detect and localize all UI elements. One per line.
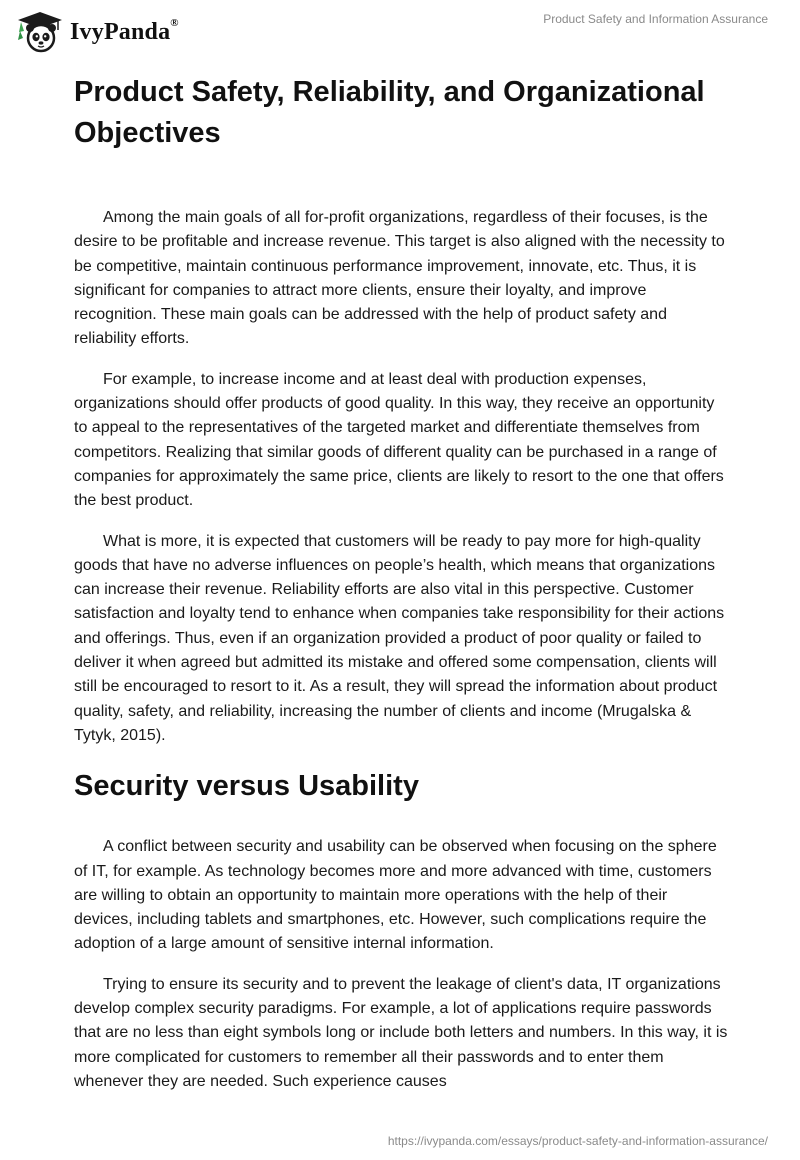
- paragraph: Trying to ensure its security and to prevent the leakage of client's data, IT organizations develop complex security paradigms. For example, a lot of applications require passwords that are no less than eight symbols long or include both letters and numbers. In this way, it is more complicated for customers to remember all their passwords and to enter them whenever they are needed. Such experience causes: [74, 975, 728, 1090]
- running-title: Product Safety and Information Assurance: [543, 12, 768, 26]
- section-heading-security-usability: Security versus Usability: [74, 770, 419, 803]
- registered-mark: ®: [170, 16, 179, 29]
- brand-logo[interactable]: [16, 10, 179, 54]
- paragraph: Among the main goals of all for-profit organizations, regardless of their focuses, is the desire to be profitable and increase revenue. This target is also aligned with the necessity to be competitive, maintain continuous performance improvement, innovate, etc. Thus, it is significant for companies to attract more clients, ensure their loyalty, and improve recognition. These main goals can be addressed with the help of product safety and reliability efforts.: [74, 209, 725, 348]
- paragraph: For example, to increase income and at least deal with production expenses, organizations should offer products of good quality. In this way, they receive an opportunity to appeal to the representatives of the targeted market and differentiate themselves from competitors. Realizing that similar goods of different quality can be purchased in a range of companies for approximately the same price, clients are likely to resort to the one that offers the best product.: [74, 370, 724, 510]
- panda-graduation-cap-icon: [16, 10, 64, 54]
- paragraph: What is more, it is expected that customers will be ready to pay more for high-quality goods that have no adverse influences on people’s health, which means that organizations can increase their revenue. Reliability efforts are also vital in this perspective. Customer satisfaction and loyalty tend to enhance when companies take responsibility for their actions and offerings. Thus, even if an organization provided a product of poor quality or failed to deliver it when agreed but admitted its mistake and offered some compensation, clients will still be encouraged to resort to it. As a result, they will spread the information about product quality, safety, and reliability, increasing the number of clients and income (Mrugalska & Tytyk, 2015).: [74, 532, 725, 744]
- brand-name: IvyPanda®: [70, 16, 179, 45]
- page-header: [0, 0, 800, 70]
- section-heading-product-safety: Product Safety, Reliability, and Organizational Objectives: [74, 76, 705, 149]
- paragraph: A conflict between security and usability can be observed when focusing on the sphere of IT, for example. As technology becomes more and more advanced with time, customers are willing to obtain an opportunity to maintain more operations with the help of their devices, including tablets and smartphones, etc. However, such complications require the adoption of a large amount of sensitive internal information.: [74, 838, 717, 953]
- article-body: [74, 72, 728, 1094]
- source-url[interactable]: https://ivypanda.com/essays/product-safety-and-information-assurance/: [387, 1134, 768, 1148]
